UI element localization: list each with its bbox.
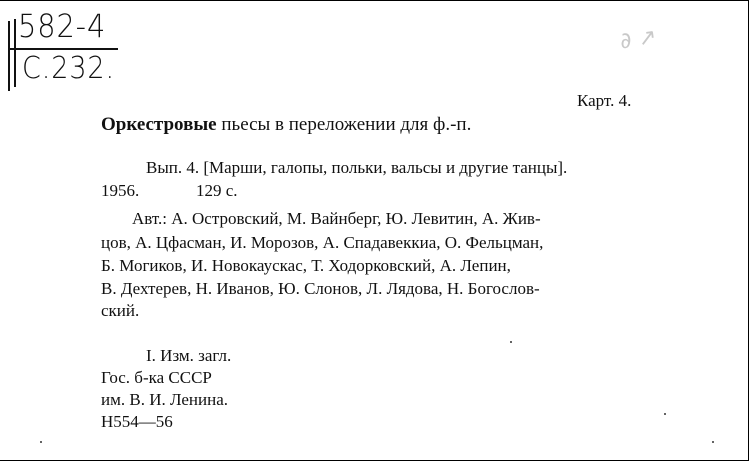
title-rest: пьесы в переложении для ф.-п. <box>216 114 472 135</box>
scan-speck <box>40 441 42 443</box>
scan-speck <box>664 413 666 415</box>
footer-note: I. Изм. загл. <box>146 346 232 365</box>
card-label: Карт. 4. <box>577 91 632 110</box>
call-number-divider <box>10 48 118 50</box>
call-number-bracket <box>8 21 10 91</box>
scan-speck <box>510 341 512 343</box>
authors-line-1: Авт.: А. Островский, М. Вайнберг, Ю. Левитин, А. Жив- <box>132 209 541 228</box>
authors-line-2: цов, А. Цфасман, И. Морозов, А. Спадавеккиа, О. Фельцман, <box>101 233 544 252</box>
year: 1956. <box>101 181 140 200</box>
footer-library-1: Гос. б-ка СССР <box>101 368 212 387</box>
footer-code: Н554—56 <box>101 412 173 431</box>
title <box>101 114 471 136</box>
authors-line-5: ский. <box>101 301 140 320</box>
call-number-line-1: 582-4 <box>18 7 107 45</box>
title-bold: Оркестровые <box>101 114 217 135</box>
authors-line-3: Б. Могиков, И. Новокаускас, Т. Ходорковский, А. Лепин, <box>101 256 511 275</box>
volume-line: Вып. 4. [Марши, галопы, польки, вальсы и другие танцы]. <box>146 158 568 177</box>
pages: 129 с. <box>196 181 238 200</box>
scan-speck <box>712 441 714 443</box>
call-number-line-2: C.232. <box>22 51 115 86</box>
authors-line-4: В. Дехтерев, Н. Иванов, Ю. Слонов, Л. Лядова, Н. Богослов- <box>101 279 540 298</box>
faint-stamp-mark: ∂ ↗ <box>618 24 659 55</box>
call-number-bracket <box>14 19 16 87</box>
footer-library-2: им. В. И. Ленина. <box>101 390 229 409</box>
